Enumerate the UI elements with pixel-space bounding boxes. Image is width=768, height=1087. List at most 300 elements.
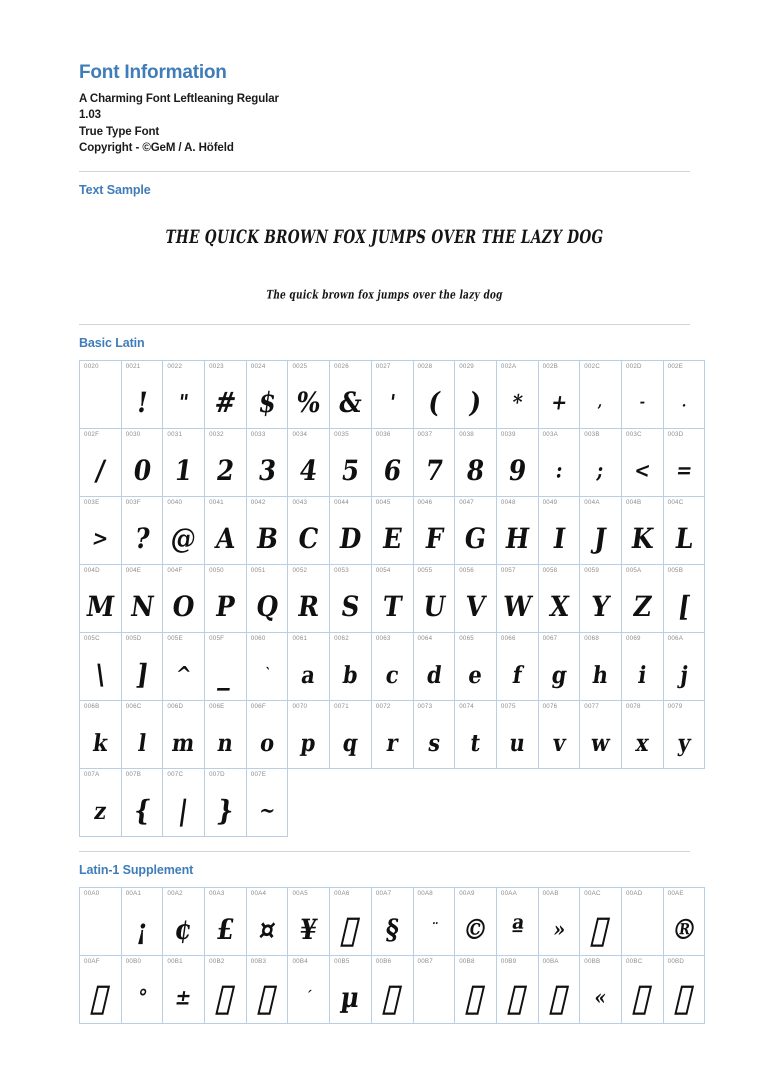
- glyph-cell[interactable]: [246, 768, 288, 836]
- glyph-codepoint: 003F: [125, 498, 141, 506]
- glyph-preview: ¤: [256, 913, 278, 946]
- glyph-cell[interactable]: [580, 700, 622, 768]
- glyph-preview: +: [549, 390, 569, 416]
- glyph-cell[interactable]: [496, 955, 538, 1023]
- glyph-codepoint: 0066: [500, 634, 516, 642]
- glyph-codepoint: 00A8: [417, 889, 433, 897]
- glyph-cell[interactable]: [288, 496, 330, 564]
- glyph-cell[interactable]: [121, 955, 163, 1023]
- glyph-preview: G: [462, 522, 489, 555]
- glyph-preview: &: [336, 386, 365, 419]
- glyph-codepoint: 005B: [667, 566, 684, 574]
- glyph-codepoint: 0044: [334, 498, 349, 506]
- glyph-preview: h: [591, 660, 611, 689]
- glyph-cell[interactable]: [580, 955, 622, 1023]
- glyph-preview: ¡: [134, 913, 150, 946]
- glyph-cell[interactable]: [496, 496, 538, 564]
- glyph-cell[interactable]: [205, 564, 247, 632]
- glyph-preview: [641, 920, 644, 938]
- glyph-codepoint: 004E: [125, 566, 142, 574]
- glyph-codepoint: 00BD: [667, 957, 685, 965]
- glyph-cell[interactable]: [538, 496, 580, 564]
- glyph-cell[interactable]: [663, 564, 705, 632]
- glyph-cell[interactable]: [371, 428, 413, 496]
- glyph-cell[interactable]: [538, 564, 580, 632]
- glyph-codepoint: 0045: [375, 498, 391, 506]
- glyph-preview: v: [550, 728, 568, 757]
- glyph-cell[interactable]: [205, 700, 247, 768]
- glyph-cell[interactable]: [205, 768, 247, 836]
- glyph-codepoint: 0023: [209, 362, 224, 370]
- glyph-codepoint: 00B8: [459, 957, 475, 965]
- glyph-codepoint: 0028: [417, 362, 433, 370]
- glyph-preview: {: [131, 794, 153, 827]
- glyph-cell[interactable]: [121, 564, 163, 632]
- notdef-box-icon: [549, 985, 569, 1014]
- glyph-preview: 9: [506, 454, 529, 487]
- glyph-cell[interactable]: [538, 700, 580, 768]
- text-sample-lowercase: The quick brown fox jumps over the lazy dog: [265, 288, 504, 303]
- glyph-notdef: [202, 973, 250, 1022]
- notdef-box-icon: [674, 985, 694, 1014]
- glyph-cell[interactable]: [621, 496, 663, 564]
- glyph-codepoint: 003E: [84, 498, 100, 506]
- glyph-codepoint: 00B0: [125, 957, 142, 965]
- glyph-preview: S: [339, 590, 362, 623]
- document-content: [79, 62, 699, 1024]
- glyph-cell[interactable]: [371, 632, 413, 700]
- glyph-preview: n: [215, 728, 236, 757]
- glyph-cell[interactable]: [538, 955, 580, 1023]
- glyph-preview: V: [463, 590, 488, 623]
- glyph-codepoint: 007B: [125, 770, 142, 778]
- glyph-preview: 2: [214, 454, 237, 487]
- glyph-cell[interactable]: [121, 700, 163, 768]
- section-divider: [79, 851, 690, 852]
- glyph-codepoint: 00A3: [209, 889, 225, 897]
- glyph-preview: <: [632, 458, 652, 484]
- glyph-cell[interactable]: [496, 428, 538, 496]
- glyph-cell[interactable]: [455, 428, 497, 496]
- glyph-preview: y: [675, 728, 693, 757]
- glyph-codepoint: 00BB: [584, 957, 601, 965]
- glyph-cell[interactable]: [288, 887, 330, 955]
- glyph-cell[interactable]: [371, 360, 413, 428]
- glyph-preview: O: [170, 590, 197, 623]
- glyph-preview: =: [674, 458, 694, 484]
- glyph-cell[interactable]: [621, 632, 663, 700]
- notdef-box-icon: [465, 985, 485, 1014]
- glyph-cell[interactable]: [163, 632, 205, 700]
- glyph-cell[interactable]: [371, 496, 413, 564]
- glyph-codepoint: 00AD: [625, 889, 643, 897]
- glyph-cell[interactable]: [288, 360, 330, 428]
- glyph-preview: j: [678, 660, 690, 689]
- glyph-cell[interactable]: [288, 632, 330, 700]
- glyph-cell[interactable]: [205, 955, 247, 1023]
- glyph-cell[interactable]: [413, 496, 455, 564]
- glyph-cell[interactable]: [288, 955, 330, 1023]
- glyph-preview: Z: [630, 590, 654, 623]
- glyph-cell[interactable]: [330, 496, 372, 564]
- glyph-preview: £: [214, 913, 237, 946]
- font-format: True Type Font: [79, 125, 160, 138]
- glyph-cell[interactable]: [455, 955, 497, 1023]
- glyph-cell[interactable]: [163, 564, 205, 632]
- glyph-cell[interactable]: [80, 496, 122, 564]
- glyph-cell[interactable]: [455, 496, 497, 564]
- glyph-cell[interactable]: [80, 360, 122, 428]
- glyph-preview: f: [510, 660, 524, 689]
- glyph-cell[interactable]: [121, 632, 163, 700]
- glyph-cell[interactable]: [330, 360, 372, 428]
- glyph-cell[interactable]: [330, 955, 372, 1023]
- glyph-codepoint: 007A: [84, 770, 100, 778]
- glyph-codepoint: 0031: [167, 430, 183, 438]
- notdef-box-icon: [632, 985, 652, 1014]
- glyph-preview: H: [503, 522, 532, 555]
- glyph-cell[interactable]: [288, 428, 330, 496]
- notdef-box-icon: [340, 917, 360, 946]
- glyph-cell[interactable]: [455, 360, 497, 428]
- glyph-cell[interactable]: [205, 360, 247, 428]
- glyph-cell[interactable]: [205, 428, 247, 496]
- glyph-preview: #: [212, 386, 239, 419]
- glyph-cell[interactable]: [663, 632, 705, 700]
- glyph-codepoint: 0037: [417, 430, 433, 438]
- glyph-cell[interactable]: [288, 700, 330, 768]
- glyph-cell[interactable]: [246, 887, 288, 955]
- glyph-preview: s: [426, 728, 442, 757]
- glyph-preview: l: [136, 728, 149, 757]
- glyph-preview: }: [215, 794, 236, 827]
- glyph-codepoint: 006B: [84, 702, 100, 710]
- glyph-preview: F: [422, 522, 446, 555]
- glyph-cell[interactable]: [496, 360, 538, 428]
- glyph-cell[interactable]: [246, 428, 288, 496]
- glyph-cell[interactable]: [371, 887, 413, 955]
- glyph-cell[interactable]: [413, 700, 455, 768]
- glyph-cell[interactable]: [455, 700, 497, 768]
- glyph-cell[interactable]: [80, 887, 122, 955]
- glyph-codepoint: 0077: [584, 702, 600, 710]
- glyph-cell[interactable]: [621, 955, 663, 1023]
- glyph-cell[interactable]: [538, 632, 580, 700]
- glyph-cell[interactable]: [80, 700, 122, 768]
- glyph-preview: [410, 973, 458, 1022]
- glyph-cell[interactable]: [538, 360, 580, 428]
- glyph-cell[interactable]: [80, 564, 122, 632]
- glyph-codepoint: 0075: [500, 702, 516, 710]
- glyph-cell[interactable]: [205, 632, 247, 700]
- glyph-codepoint: 00BC: [625, 957, 643, 965]
- glyph-cell[interactable]: [371, 700, 413, 768]
- glyph-cell[interactable]: [663, 955, 705, 1023]
- glyph-row: [80, 955, 705, 1023]
- glyph-codepoint: 002E: [667, 362, 684, 370]
- glyph-codepoint: 00A9: [459, 889, 475, 897]
- glyph-preview: i: [636, 660, 649, 689]
- glyph-notdef: [327, 905, 375, 954]
- glyph-cell[interactable]: [621, 564, 663, 632]
- glyph-cell[interactable]: [663, 887, 705, 955]
- glyph-preview: -: [638, 393, 647, 411]
- glyph-cell[interactable]: [80, 632, 122, 700]
- glyph-codepoint: 0030: [125, 430, 141, 438]
- glyph-codepoint: 0034: [292, 430, 308, 438]
- glyph-codepoint: 004A: [584, 498, 600, 506]
- glyph-preview: M: [84, 590, 117, 623]
- glyph-codepoint: 0035: [334, 430, 349, 438]
- glyph-notdef: [452, 973, 500, 1022]
- glyph-cell[interactable]: [538, 887, 580, 955]
- glyph-codepoint: 003C: [625, 430, 642, 438]
- glyph-preview: [: [675, 590, 693, 623]
- glyph-preview: ": [177, 390, 191, 416]
- glyph-cell[interactable]: [330, 632, 372, 700]
- glyph-cell[interactable]: [413, 632, 455, 700]
- glyph-codepoint: 002D: [625, 362, 642, 370]
- glyph-codepoint: 00B7: [417, 957, 433, 965]
- glyph-preview: %: [294, 386, 324, 419]
- glyph-codepoint: 0051: [250, 566, 266, 574]
- glyph-cell[interactable]: [496, 887, 538, 955]
- section-divider: [79, 171, 690, 172]
- glyph-codepoint: 0068: [584, 634, 600, 642]
- glyph-preview: ,: [597, 393, 605, 411]
- notdef-box-icon: [90, 985, 110, 1014]
- glyph-cell[interactable]: [163, 887, 205, 955]
- glyph-cell[interactable]: [455, 632, 497, 700]
- glyph-codepoint: 0027: [375, 362, 391, 370]
- glyph-cell[interactable]: [246, 496, 288, 564]
- glyph-cell[interactable]: [413, 887, 455, 955]
- glyph-preview: 8: [464, 454, 487, 487]
- glyph-codepoint: 004C: [667, 498, 684, 506]
- glyph-cell[interactable]: [163, 768, 205, 836]
- basic-latin-tables: [79, 360, 696, 837]
- glyph-cell[interactable]: [80, 768, 122, 836]
- glyph-cell[interactable]: [621, 700, 663, 768]
- glyph-preview: ): [467, 386, 484, 419]
- font-name: A Charming Font Leftleaning Regular: [79, 92, 279, 105]
- glyph-cell[interactable]: [496, 700, 538, 768]
- section-title-basic-latin: Basic Latin: [79, 335, 145, 350]
- glyph-codepoint: 0063: [375, 634, 391, 642]
- glyph-preview: [77, 378, 125, 427]
- glyph-cell[interactable]: [413, 428, 455, 496]
- glyph-preview: ¥: [297, 913, 320, 946]
- glyph-preview: W: [500, 590, 534, 623]
- glyph-preview: K: [629, 522, 656, 555]
- glyph-cell[interactable]: [163, 955, 205, 1023]
- glyph-codepoint: 00B6: [375, 957, 392, 965]
- glyph-codepoint: 0020: [84, 362, 99, 370]
- glyph-codepoint: 0040: [167, 498, 183, 506]
- glyph-preview: 4: [297, 454, 320, 487]
- glyph-cell[interactable]: [413, 955, 455, 1023]
- glyph-preview: U: [420, 590, 448, 623]
- glyph-preview: p: [299, 728, 319, 757]
- glyph-preview: r: [384, 728, 400, 757]
- glyph-cell[interactable]: [330, 700, 372, 768]
- glyph-cell[interactable]: [371, 955, 413, 1023]
- glyph-codepoint: 0036: [375, 430, 391, 438]
- glyph-cell[interactable]: [663, 428, 705, 496]
- font-copyright: Copyright - ©GeM / A. Höfeld: [79, 142, 234, 155]
- glyph-codepoint: 00B2: [209, 957, 225, 965]
- glyph-cell[interactable]: [580, 632, 622, 700]
- glyph-preview: [77, 905, 125, 954]
- glyph-preview: A: [213, 522, 238, 555]
- glyph-cell[interactable]: [455, 564, 497, 632]
- glyph-cell[interactable]: [246, 360, 288, 428]
- glyph-cell[interactable]: [121, 428, 163, 496]
- glyph-codepoint: 006F: [250, 702, 266, 710]
- glyph-cell[interactable]: [121, 768, 163, 836]
- glyph-cell[interactable]: [80, 955, 122, 1023]
- glyph-cell[interactable]: [163, 428, 205, 496]
- glyph-codepoint: 00BA: [542, 957, 559, 965]
- glyph-cell[interactable]: [121, 496, 163, 564]
- notdef-box-icon: [382, 985, 402, 1014]
- glyph-codepoint: 00A7: [375, 889, 392, 897]
- glyph-codepoint: 0038: [459, 430, 474, 438]
- glyph-preview: t: [468, 728, 483, 757]
- glyph-cell[interactable]: [663, 496, 705, 564]
- glyph-codepoint: 0064: [417, 634, 433, 642]
- glyph-cell[interactable]: [663, 700, 705, 768]
- glyph-preview: >: [90, 526, 111, 552]
- glyph-cell[interactable]: [121, 887, 163, 955]
- glyph-codepoint: 006D: [167, 702, 184, 710]
- glyph-codepoint: 0061: [292, 634, 308, 642]
- glyph-preview: *: [510, 390, 524, 416]
- glyph-row: [80, 428, 705, 496]
- glyph-cell[interactable]: [330, 428, 372, 496]
- glyph-notdef: [660, 973, 708, 1022]
- glyph-codepoint: 00B4: [292, 957, 308, 965]
- glyph-preview: `: [262, 665, 272, 683]
- glyph-cell[interactable]: [163, 496, 205, 564]
- glyph-cell[interactable]: [580, 428, 622, 496]
- glyph-cell[interactable]: [621, 887, 663, 955]
- glyph-codepoint: 0025: [292, 362, 308, 370]
- glyph-cell[interactable]: [621, 360, 663, 428]
- glyph-preview: o: [258, 728, 277, 757]
- glyph-codepoint: 0060: [250, 634, 266, 642]
- glyph-cell[interactable]: [621, 428, 663, 496]
- glyph-cell[interactable]: [246, 632, 288, 700]
- glyph-preview: ^: [174, 662, 194, 688]
- glyph-cell[interactable]: [580, 496, 622, 564]
- glyph-codepoint: 0074: [459, 702, 474, 710]
- glyph-codepoint: 0073: [417, 702, 433, 710]
- glyph-codepoint: 0048: [500, 498, 516, 506]
- glyph-preview: ]: [133, 658, 151, 691]
- glyph-preview: N: [128, 590, 156, 623]
- glyph-cell[interactable]: [580, 360, 622, 428]
- text-sample-uppercase: THE QUICK BROWN FOX JUMPS OVER THE LAZY DOG: [163, 225, 606, 248]
- glyph-codepoint: 007D: [209, 770, 225, 778]
- glyph-cell[interactable]: [205, 887, 247, 955]
- glyph-codepoint: 0056: [459, 566, 474, 574]
- glyph-cell[interactable]: [246, 564, 288, 632]
- glyph-cell[interactable]: [121, 360, 163, 428]
- glyph-preview: I: [550, 522, 568, 555]
- glyph-preview: ;: [595, 458, 606, 484]
- section-title-latin1-supplement: Latin-1 Supplement: [79, 862, 194, 877]
- glyph-codepoint: 0029: [459, 362, 474, 370]
- glyph-notdef: [535, 973, 583, 1022]
- glyph-preview: _: [216, 658, 235, 691]
- glyph-cell[interactable]: [538, 428, 580, 496]
- glyph-preview: ±: [174, 985, 194, 1011]
- glyph-preview: b: [341, 660, 360, 689]
- glyph-codepoint: 0062: [334, 634, 349, 642]
- glyph-codepoint: 0057: [500, 566, 516, 574]
- glyph-codepoint: 0042: [250, 498, 266, 506]
- glyph-cell[interactable]: [246, 955, 288, 1023]
- glyph-codepoint: 003D: [667, 430, 684, 438]
- glyph-preview: /: [93, 454, 108, 487]
- glyph-preview: (: [425, 386, 443, 419]
- glyph-notdef: [77, 973, 125, 1022]
- glyph-codepoint: 0070: [292, 702, 308, 710]
- glyph-cell[interactable]: [288, 564, 330, 632]
- glyph-preview: »: [551, 917, 567, 943]
- notdef-box-icon: [590, 917, 610, 946]
- glyph-preview: 1: [172, 454, 195, 487]
- glyph-codepoint: 00A5: [292, 889, 308, 897]
- glyph-table: [79, 768, 288, 837]
- glyph-cell[interactable]: [80, 428, 122, 496]
- glyph-preview: u: [507, 728, 527, 757]
- glyph-cell[interactable]: [413, 564, 455, 632]
- glyph-cell[interactable]: [163, 700, 205, 768]
- glyph-codepoint: 0065: [459, 634, 474, 642]
- glyph-cell[interactable]: [580, 887, 622, 955]
- glyph-cell[interactable]: [663, 360, 705, 428]
- glyph-cell[interactable]: [413, 360, 455, 428]
- glyph-codepoint: 006E: [209, 702, 225, 710]
- glyph-codepoint: 0047: [459, 498, 474, 506]
- glyph-cell[interactable]: [371, 564, 413, 632]
- glyph-cell[interactable]: [330, 564, 372, 632]
- glyph-codepoint: 005D: [125, 634, 142, 642]
- glyph-preview: ': [387, 390, 397, 416]
- glyph-preview: w: [589, 728, 612, 757]
- glyph-codepoint: 006C: [125, 702, 142, 710]
- glyph-notdef: [493, 973, 541, 1022]
- glyph-cell[interactable]: [163, 360, 205, 428]
- glyph-cell[interactable]: [496, 564, 538, 632]
- glyph-codepoint: 00AA: [500, 889, 518, 897]
- glyph-cell[interactable]: [330, 887, 372, 955]
- glyph-cell[interactable]: [496, 632, 538, 700]
- glyph-cell[interactable]: [455, 887, 497, 955]
- glyph-cell[interactable]: [205, 496, 247, 564]
- section-title-text-sample: Text Sample: [79, 182, 151, 197]
- glyph-notdef: [577, 905, 625, 954]
- latin1-supplement-tables: [79, 887, 699, 1024]
- glyph-codepoint: 00B5: [334, 957, 350, 965]
- glyph-cell[interactable]: [246, 700, 288, 768]
- glyph-codepoint: 004B: [625, 498, 642, 506]
- glyph-cell[interactable]: [580, 564, 622, 632]
- glyph-row: [80, 768, 288, 836]
- glyph-codepoint: 0071: [334, 702, 349, 710]
